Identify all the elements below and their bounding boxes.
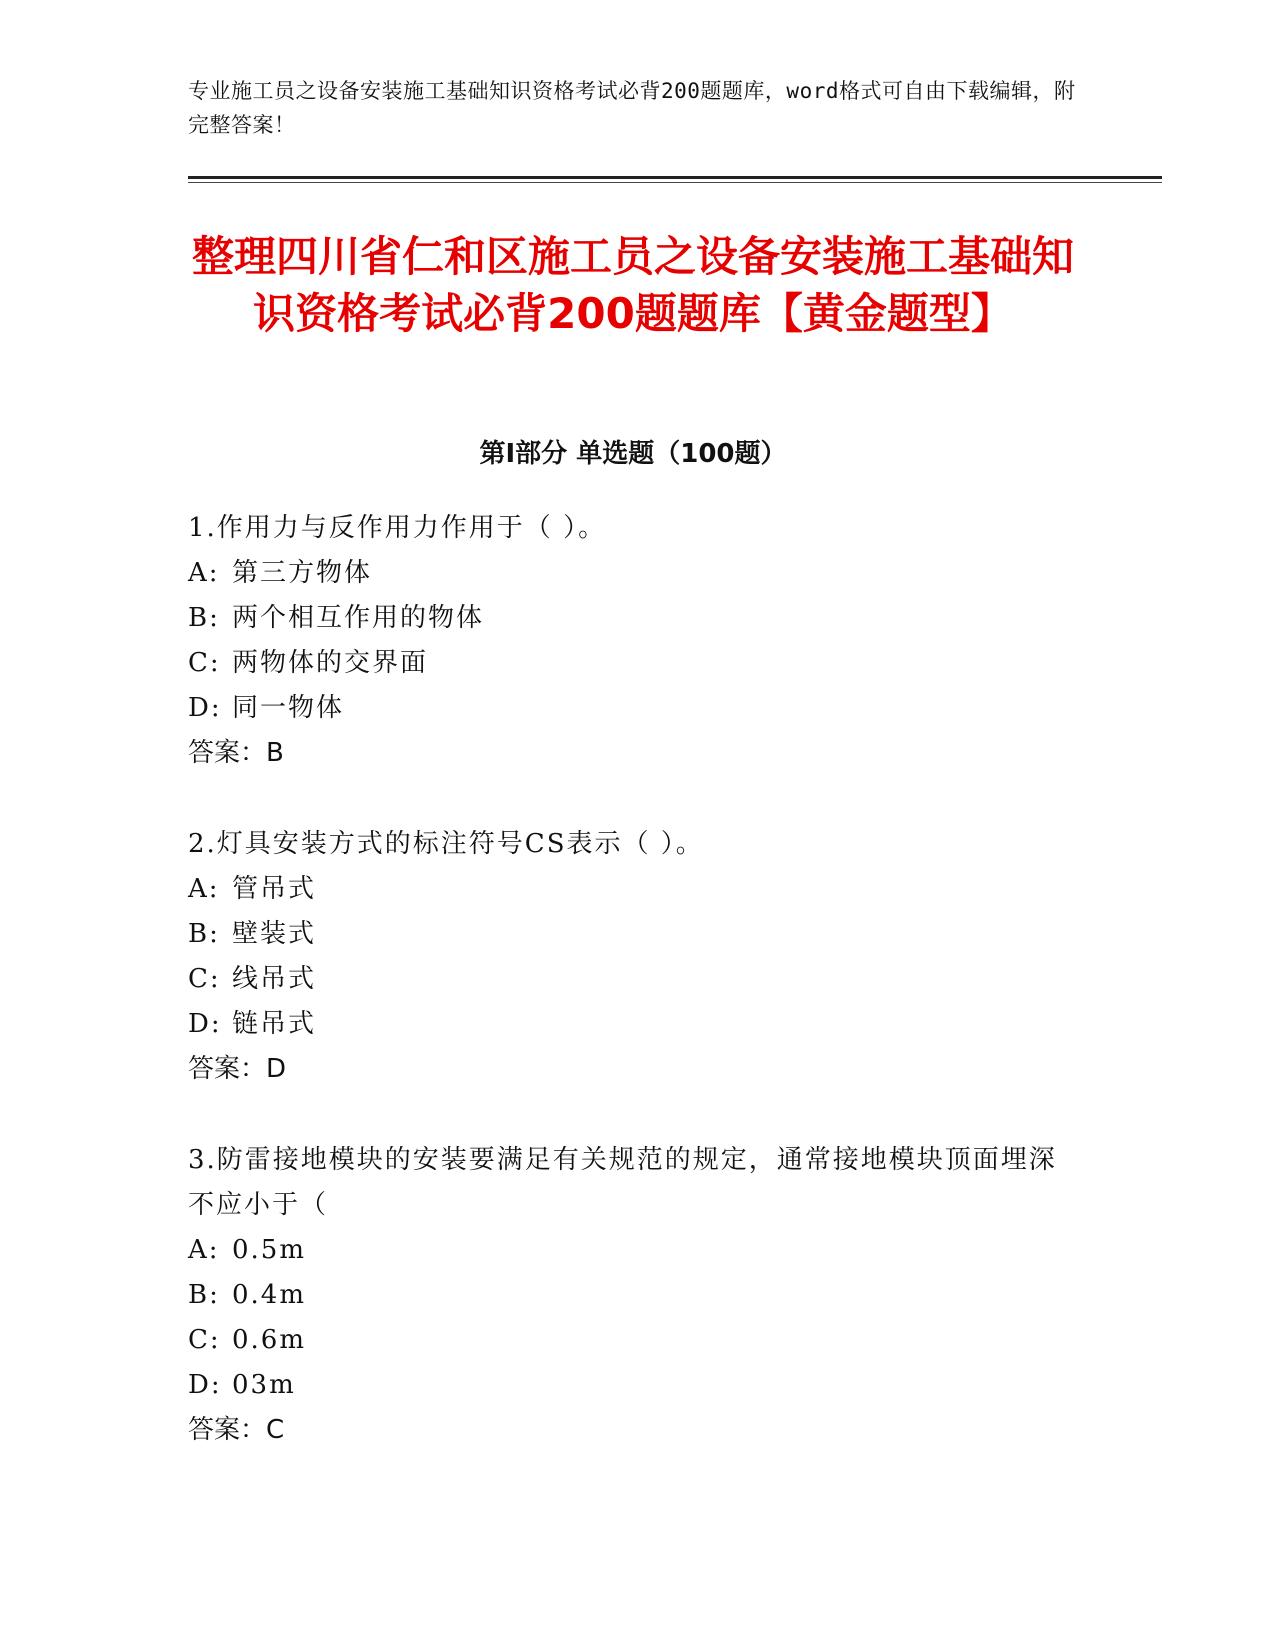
answer-value: B [266,738,284,768]
question-2 [188,822,1078,1092]
option-text: 两个相互作用的物体 [232,603,485,633]
option-key: B: [188,603,220,633]
option-key: B: [188,1280,220,1310]
option-text: 壁装式 [232,919,317,949]
option-key: D: [188,1370,222,1400]
option-key: A: [188,874,220,904]
option-text: 同一物体 [232,693,345,723]
answer-value: C [266,1415,285,1445]
answer-line [188,1047,1078,1092]
option-a [188,867,1078,912]
answer-value: D [266,1054,287,1084]
option-text: 两物体的交界面 [232,648,429,678]
question-stem: 2.灯具安装方式的标注符号CS表示（ ）。 [188,829,704,859]
option-c [188,641,1078,686]
answer-label: 答案： [188,1054,267,1084]
option-text: 0.4m [232,1280,307,1310]
header-note: 专业施工员之设备安装施工基础知识资格考试必背200题题库，word格式可自由下载编辑，附完整答案！ [188,79,1076,137]
question-3 [188,1138,1078,1453]
option-text: 03m [232,1370,296,1400]
answer-line [188,731,1078,776]
option-key: C: [188,648,221,678]
option-b [188,1273,1078,1318]
option-key: C: [188,1325,221,1355]
option-key: A: [188,558,220,588]
option-text: 管吊式 [232,874,317,904]
option-text: 第三方物体 [232,558,373,588]
option-d [188,1363,1078,1408]
option-a [188,1228,1078,1273]
option-key: C: [188,964,221,994]
header-divider-thin [188,182,1162,183]
option-b [188,596,1078,641]
document-title: 整理四川省仁和区施工员之设备安装施工基础知识资格考试必背200题题库【黄金题型】 [191,232,1074,338]
option-key: A: [188,1235,220,1265]
answer-label: 答案： [188,1415,267,1445]
option-a [188,551,1078,596]
question-stem: 1.作用力与反作用力作用于（ ）。 [188,513,607,543]
option-text: 0.5m [232,1235,307,1265]
option-text: 线吊式 [232,964,317,994]
option-text: 0.6m [232,1325,307,1355]
option-key: D: [188,693,222,723]
option-key: B: [188,919,220,949]
option-key: D: [188,1009,222,1039]
answer-label: 答案： [188,738,267,768]
question-1 [188,506,1078,776]
question-stem: 3.防雷接地模块的安装要满足有关规范的规定，通常接地模块顶面埋深不应小于（ [188,1145,1057,1220]
option-d [188,1002,1078,1047]
section-heading: 第Ⅰ部分 单选题（100题） [479,439,787,469]
option-c [188,957,1078,1002]
answer-line [188,1408,1078,1453]
header-divider-thick [188,176,1162,179]
option-b [188,912,1078,957]
option-d [188,686,1078,731]
option-c [188,1318,1078,1363]
option-text: 链吊式 [232,1009,317,1039]
